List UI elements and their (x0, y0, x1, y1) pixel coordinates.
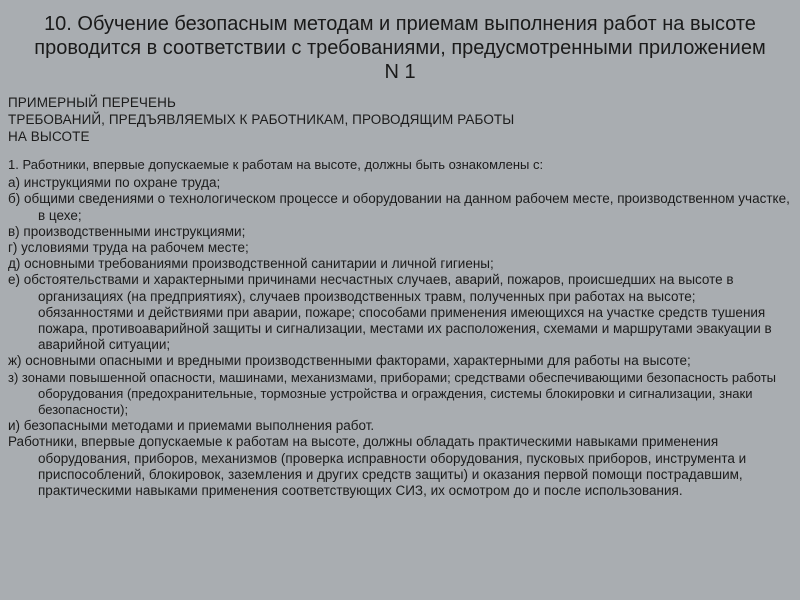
list-item: з) зонами повышенной опасности, машинами, механизмами, приборами; средствами обеспечивающими безопасность работы оборудования (предохранительные, тормозные устройства и ограждения, системы блокировки и сигнализации, знаки безопасности); (8, 369, 777, 418)
list-item: и) безопасными методами и приемами выполнения работ. (8, 418, 375, 434)
list-item: б) общими сведениями о технологическом процессе и оборудовании на данном рабочем месте, производственном участке, в цехе; (8, 191, 790, 223)
list-heading (8, 94, 792, 145)
heading-line: ТРЕБОВАНИЙ, ПРЕДЪЯВЛЯЕМЫХ К РАБОТНИКАМ, ПРОВОДЯЩИМ РАБОТЫ (8, 112, 515, 127)
requirements-list (8, 157, 792, 499)
list-item: д) основными требованиями производственной санитарии и личной гигиены; (8, 256, 494, 272)
list-item: а) инструкциями по охране труда; (8, 175, 221, 191)
list-item: в) производственными инструкциями; (8, 223, 246, 239)
list-item: 1. Работники, впервые допускаемые к работам на высоте, должны быть ознакомлены с: (8, 157, 544, 172)
list-item: Работники, впервые допускаемые к работам на высоте, должны обладать практическими навыками применения оборудования, приборов, механизмов (проверка исправности оборудования, пусковых приборов, инструмента и приспособлений, блокировок, заземления и других средств защиты) и оказания первой помощи пострадавшим, практическими навыками применения соответствующих СИЗ, их осмотром до и после использования. (8, 434, 747, 499)
heading-line: ПРИМЕРНЫЙ ПЕРЕЧЕНЬ (8, 95, 176, 110)
list-item: е) обстоятельствами и характерными причинами несчастных случаев, аварий, пожаров, происшедших на высоте в организациях (на предприятиях), случаев производственных травм, полученных при работах на высоте; обязанностями и действиями при аварии, пожаре; способами применения имеющихся на участке средств тушения пожара, противоаварийной защиты и сигнализации, местами их расположения, схемами и маршрутами эвакуации в аварийной ситуации; (8, 272, 772, 353)
list-item: ж) основными опасными и вредными производственными факторами, характерными для работы на высоте; (8, 353, 691, 369)
slide-title: 10. Обучение безопасным методам и приемам выполнения работ на высоте проводится в соответствии с требованиями, предусмотренными приложением N 1 (34, 13, 766, 83)
list-item: г) условиями труда на рабочем месте; (8, 240, 249, 256)
heading-line: НА ВЫСОТЕ (8, 129, 90, 144)
